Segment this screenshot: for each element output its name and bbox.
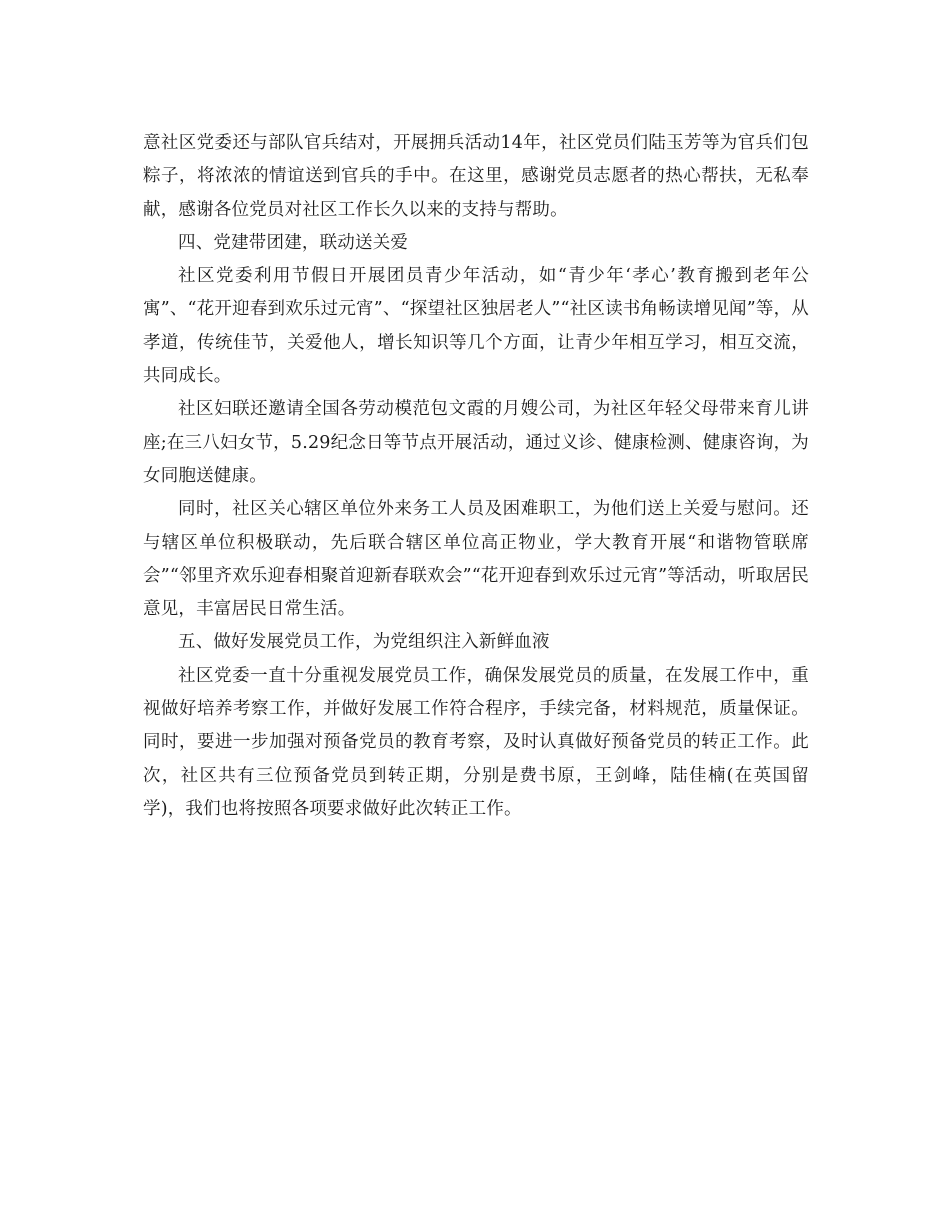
paragraph-party-member-development: 社区党委一直十分重视发展党员工作，确保发展党员的质量，在发展工作中，重视做好培养考察工作，并做好发展工作符合程序，手续完备，材料规范，质量保证。同时，要进一步加强对预备党员的教育考察，及时认真做好预备党员的转正工作。此次，社区共有三位预备党员到转正期，分别是费书原，王剑峰，陆佳楠(在英国留学)，我们也将按照各项要求做好此次转正工作。 (143, 665, 809, 819)
paragraph-continuation: 意社区党委还与部队官兵结对，开展拥兵活动14年，社区党员们陆玉芳等为官兵们包粽子，将浓浓的情谊送到官兵的手中。在这里，感谢党员志愿者的热心帮扶，无私奉献，感谢各位党员对社区工作长久以来的支持与帮助。 (143, 133, 809, 220)
paragraph-womens-federation: 社区妇联还邀请全国各劳动模范包文霞的月嫂公司，为社区年轻父母带来育儿讲座;在三八妇女节，5.29纪念日等节点开展活动，通过义诊、健康检测、健康咨询，为女同胞送健康。 (143, 399, 809, 486)
paragraph-community-care: 同时，社区关心辖区单位外来务工人员及困难职工，为他们送上关爱与慰问。还与辖区单位积极联动，先后联合辖区单位高正物业，学大教育开展“和谐物管联席会”“邻里齐欢乐迎春相聚首迎新春联欢会”“花开迎春到欢乐过元宵”等活动，听取居民意见，丰富居民日常生活。 (143, 499, 809, 620)
section-heading-5: 五、做好发展党员工作，为党组织注入新鲜血液 (178, 632, 550, 653)
document-body (143, 127, 809, 826)
paragraph-youth-activities: 社区党委利用节假日开展团员青少年活动，如“青少年‘孝心’教育搬到老年公寓”、“花开迎春到欢乐过元宵”、“探望社区独居老人”“社区读书角畅读增见闻”等，从孝道，传统佳节，关爱他人，增长知识等几个方面，让青少年相互学习，相互交流，共同成长。 (143, 266, 809, 387)
section-heading-4: 四、党建带团建，联动送关爱 (178, 232, 409, 253)
